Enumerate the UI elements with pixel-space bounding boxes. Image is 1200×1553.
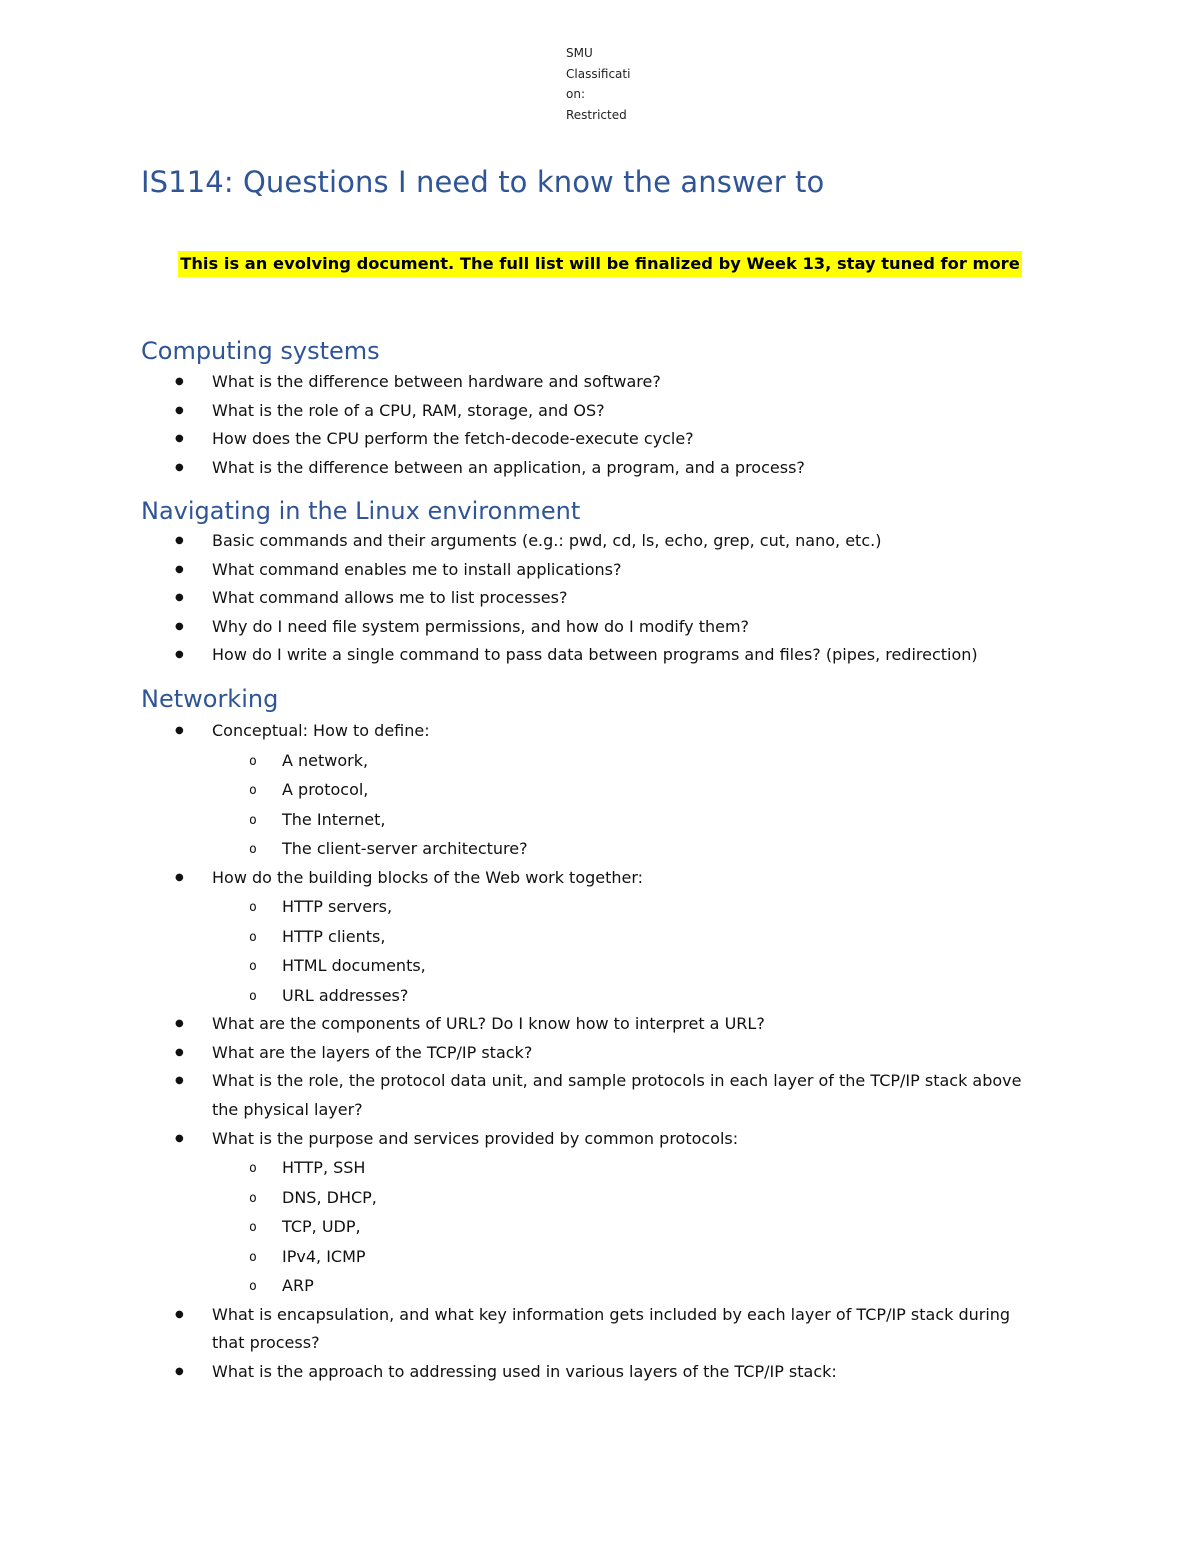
list-item: ● What is the role of a CPU, RAM, storage, and OS? (0, 397, 1200, 426)
document-title: IS114: Questions I need to know the answer to (141, 165, 825, 199)
list-item: ● Conceptual: How to define: (0, 717, 1200, 746)
list-item: ● What is the approach to addressing used in various layers of the TCP/IP stack: (0, 1358, 1200, 1387)
classification-line: on: (566, 87, 585, 101)
list-item: ● What is encapsulation, and what key information gets included by each layer of TCP/IP stack during that process? (0, 1301, 1200, 1358)
classification-line: Classificati (566, 66, 631, 81)
circle-bullet-icon: o (249, 842, 257, 858)
sub-list-item: o IPv4, ICMP (0, 1242, 1200, 1272)
list-item: ● How does the CPU perform the fetch-decode-execute cycle? (0, 425, 1200, 454)
sub-list-item: o HTML documents, (0, 951, 1200, 981)
list-item: ● What is the difference between hardware and software? (0, 368, 1200, 397)
highlighted-notice-text: This is an evolving document. The full list will be finalized by Week 13, stay tuned for more (178, 251, 1022, 277)
list-item: ● What are the components of URL? Do I know how to interpret a URL? (0, 1010, 1200, 1039)
circle-bullet-icon: o (249, 1279, 257, 1295)
sub-list-item: o The client-server architecture? (0, 834, 1200, 864)
sub-list-item: o DNS, DHCP, (0, 1183, 1200, 1213)
circle-bullet-icon: o (249, 812, 257, 828)
bullet-icon: ● (175, 563, 184, 575)
list-item: ● What are the layers of the TCP/IP stack? (0, 1039, 1200, 1068)
circle-bullet-icon: o (249, 900, 257, 916)
bullet-icon: ● (175, 1308, 184, 1320)
list-item: ● What is the difference between an application, a program, and a process? (0, 454, 1200, 483)
sub-list-item: o TCP, UDP, (0, 1212, 1200, 1242)
circle-bullet-icon: o (249, 753, 257, 769)
circle-bullet-icon: o (249, 1220, 257, 1236)
circle-bullet-icon: o (249, 783, 257, 799)
networking-list (0, 717, 1200, 1386)
bullet-icon: ● (175, 1365, 184, 1377)
list-item: ● How do I write a single command to pass data between programs and files? (pipes, redirection) (0, 641, 1200, 670)
sub-list-item: o ARP (0, 1271, 1200, 1301)
sub-list-item: o A network, (0, 746, 1200, 776)
section-heading-networking: Networking (141, 685, 279, 713)
list-item: ● What is the purpose and services provided by common protocols: (0, 1125, 1200, 1154)
circle-bullet-icon: o (249, 1190, 257, 1206)
classification-line: Restricted (566, 107, 627, 122)
bullet-icon: ● (175, 535, 184, 546)
classification-label (566, 43, 646, 125)
circle-bullet-icon: o (249, 1249, 257, 1265)
list-item: ● What command allows me to list processes? (0, 584, 1200, 613)
evolving-document-notice (0, 251, 1200, 277)
bullet-icon: ● (175, 1018, 184, 1030)
circle-bullet-icon: o (249, 988, 257, 1004)
list-item: ● How do the building blocks of the Web work together: (0, 864, 1200, 893)
bullet-icon: ● (175, 592, 184, 604)
computing-systems-list (0, 368, 1200, 482)
bullet-icon: ● (175, 649, 184, 661)
linux-environment-list (0, 527, 1200, 670)
bullet-icon: ● (175, 1046, 184, 1058)
sub-list-item: o A protocol, (0, 775, 1200, 805)
list-item: ● Why do I need file system permissions, and how do I modify them? (0, 613, 1200, 642)
circle-bullet-icon: o (249, 959, 257, 975)
bullet-icon: ● (175, 376, 184, 387)
bullet-icon: ● (175, 404, 184, 416)
sub-list-item: o HTTP servers, (0, 892, 1200, 922)
bullet-icon: ● (175, 433, 184, 445)
section-heading-computing-systems: Computing systems (141, 337, 380, 365)
bullet-icon: ● (175, 620, 184, 632)
bullet-icon: ● (175, 1132, 184, 1144)
bullet-icon: ● (175, 871, 184, 883)
sub-list-item: o URL addresses? (0, 981, 1200, 1011)
sub-list-item: o HTTP, SSH (0, 1153, 1200, 1183)
sub-list-item: o The Internet, (0, 805, 1200, 835)
list-item: ● Basic commands and their arguments (e.g.: pwd, cd, ls, echo, grep, cut, nano, etc.) (0, 527, 1200, 556)
bullet-icon: ● (175, 1075, 184, 1087)
bullet-icon: ● (175, 461, 184, 473)
section-heading-linux-environment: Navigating in the Linux environment (141, 497, 581, 525)
bullet-icon: ● (175, 725, 184, 736)
circle-bullet-icon: o (249, 1161, 257, 1177)
list-item: ● What command enables me to install applications? (0, 556, 1200, 585)
sub-list-item: o HTTP clients, (0, 922, 1200, 952)
list-item: ● What is the role, the protocol data unit, and sample protocols in each layer of the TCP/IP stack above the physical layer? (0, 1067, 1200, 1124)
classification-line: SMU (566, 46, 593, 60)
circle-bullet-icon: o (249, 929, 257, 945)
